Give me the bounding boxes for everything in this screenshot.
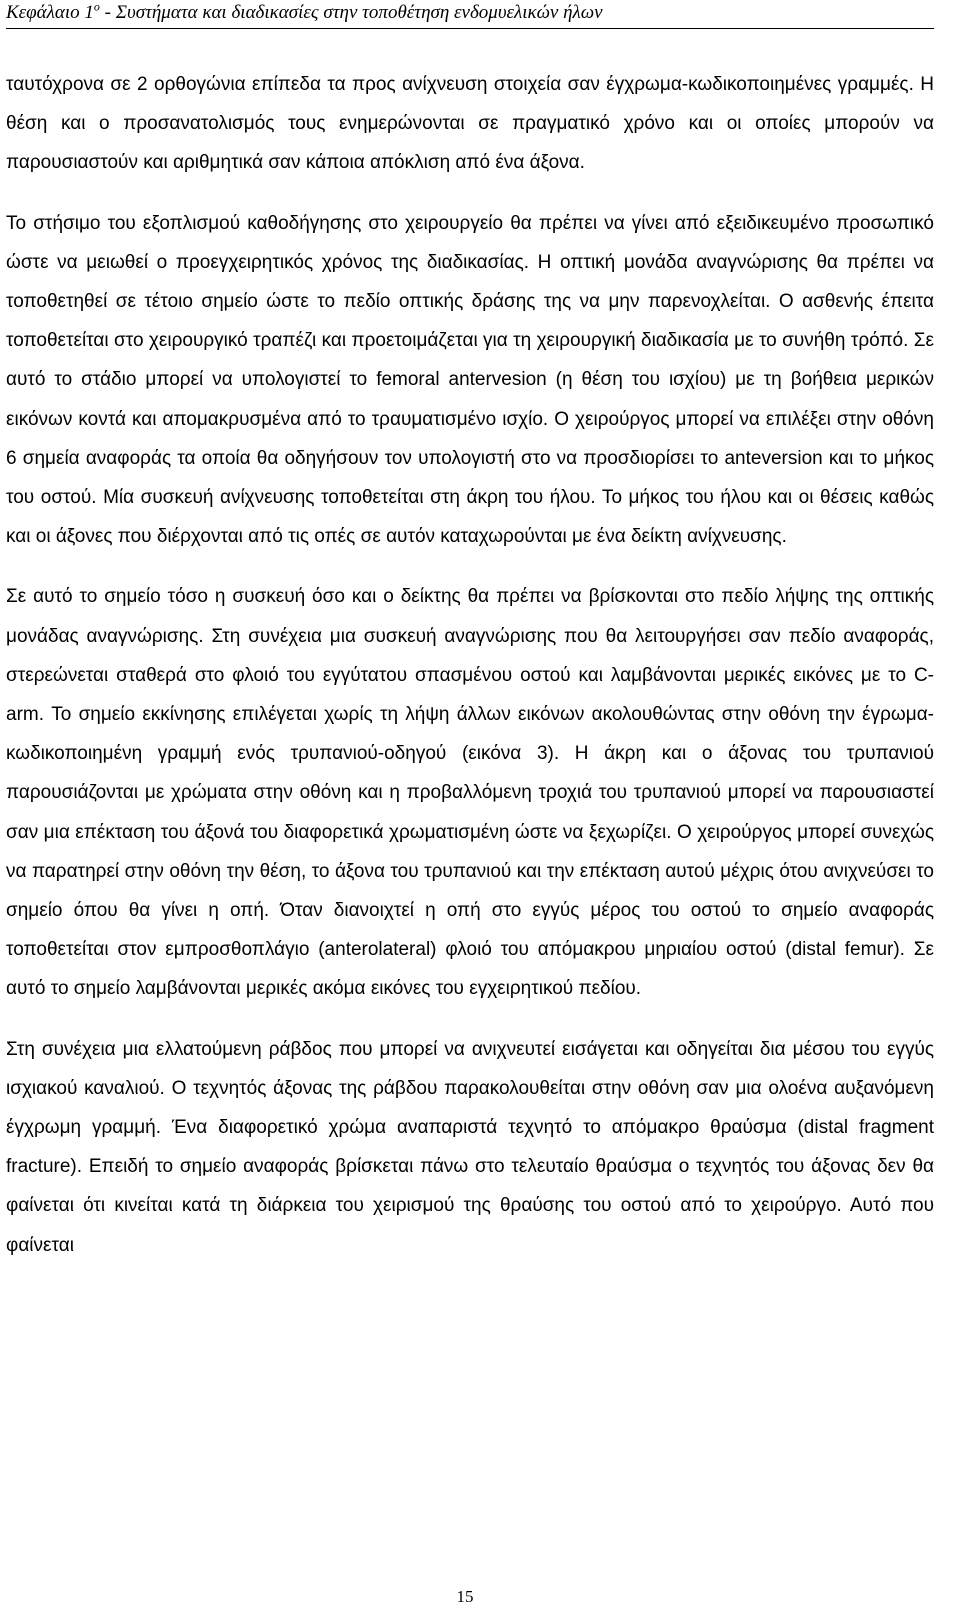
- header-divider: [6, 28, 934, 29]
- chapter-title: - Συστήματα και διαδικασίες στην τοποθέτηση ενδομυελικών ήλων: [99, 2, 603, 23]
- paragraph-2: Το στήσιμο του εξοπλισμού καθοδήγησης στο χειρουργείο θα πρέπει να γίνει από εξειδικευμένο προσωπικό ώστε να μειωθεί ο προεγχειρητικός χρόνος της διαδικασίας. Η οπτική μονάδα αναγνώρισης θα πρέπει να τοποθετηθεί σε τέτοιο σημείο ώστε το πεδίο οπτικής δράσης της να μην παρενοχλείται. Ο ασθενής έπειτα τοποθετείται στο χειρουργικό τραπέζι και προετοιμάζεται για τη χειρουργική διαδικασία με το συνήθη τρόπό. Σε αυτό το στάδιο μπορεί να υπολογιστεί το femoral antervesion (η θέση του ισχίου) με τη βοήθεια μερικών εικόνων κοντά και απομακρυσμένα από το τραυματισμένο ισχίο. Ο χειρούργος μπορεί να επιλέξει στην οθόνη 6 σημεία αναφοράς τα οποία θα οδηγήσουν τον υπολογιστή στο να προσδιορίσει το anteversion και το μήκος του οστού. Μία συσκευή ανίχνευσης τοποθετείται στη άκρη του ήλου. Το μήκος του ήλου και οι θέσεις καθώς και οι άξονες που διέρχονται από τις οπές σε αυτόν καταχωρούνται με ένα δείκτη ανίχνευσης.: [6, 212, 934, 548]
- paragraph-3: Σε αυτό το σημείο τόσο η συσκευή όσο και ο δείκτης θα πρέπει να βρίσκονται στο πεδίο λήψης της οπτικής μονάδας αναγνώρισης. Στη συνέχεια μια συσκευή αναγνώρισης που θα λειτουργήσει σαν πεδίο αναφοράς, στερεώνεται σταθερά στο φλοιό του εγγύτατου σπασμένου οστού και λαμβάνονται μερικές εικόνες με το C-arm. Το σημείο εκκίνησης επιλέγεται χωρίς τη λήψη άλλων εικόνων ακολουθώντας στην οθόνη την έγρωμα-κωδικοποιημένη γραμμή ενός τρυπανιού-οδηγού (εικόνα 3). Η άκρη και ο άξονας του τρυπανιού παρουσιάζονται με χρώματα στην οθόνη και η προβαλλόμενη τροχιά του τρυπανιού μπορεί να παρουσιαστεί σαν μια επέκταση του άξονά του διαφορετικά χρωματισμένη ώστε να ξεχωρίζει. Ο χειρούργος μπορεί συνεχώς να παρατηρεί στην οθόνη την θέση, το άξονα του τρυπανιού και την επέκταση αυτού μέχρις ότου ανιχνεύσει το σημείο όπου θα γίνει η οπή. Όταν διανοιχτεί η οπή στο εγγύς μέρος του οστού το σημείο αναφοράς τοποθετείται στον εμπροσθοπλάγιο (anterolateral) φλοιό του απόμακρου μηριαίου οστού (distal femur). Σε αυτό το σημείο λαμβάνονται μερικές ακόμα εικόνες του εγχειρητικού πεδίου.: [6, 586, 934, 1000]
- paragraph-1: ταυτόχρονα σε 2 ορθογώνια επίπεδα τα προς ανίχνευση στοιχεία σαν έγχρωμα-κωδικοποιημένες γραμμές. Η θέση και ο προσανατολισμός τους ενημερώνονται σε πραγματικό χρόνο και οι οποίες μπορούν να παρουσιαστούν και αριθμητικά σαν κάποια απόκλιση από ένα άξονα.: [6, 74, 934, 174]
- chapter-label: Κεφάλαιο 1: [6, 2, 94, 23]
- paragraph-4: Στη συνέχεια μια ελλατούμενη ράβδος που μπορεί να ανιχνευτεί εισάγεται και οδηγείται δια μέσου του εγγύς ισχιακού καναλιού. Ο τεχνητός άξονας της ράβδου παρακολουθείται στην οθόνη σαν μια ολοένα αυξανόμενη έγχρωμη γραμμή. Ένα διαφορετικό χρώμα αναπαριστά τεχνητό το απόμακρο θραύσμα (distal fragment fracture). Επειδή το σημείο αναφοράς βρίσκεται πάνω στο τελευταίο θραύσμα ο τεχνητός του άξονας δεν θα φαίνεται ότι κινείται κατά τη διάρκεια του χειρισμού της θραύσης του οστού από το χειρούργο. Αυτό που φαίνεται: [6, 1038, 934, 1256]
- document-body: [6, 65, 934, 1265]
- chapter-ordinal-suffix: ο: [93, 0, 100, 14]
- page-number: 15: [456, 1587, 474, 1606]
- page-header: [6, 2, 936, 24]
